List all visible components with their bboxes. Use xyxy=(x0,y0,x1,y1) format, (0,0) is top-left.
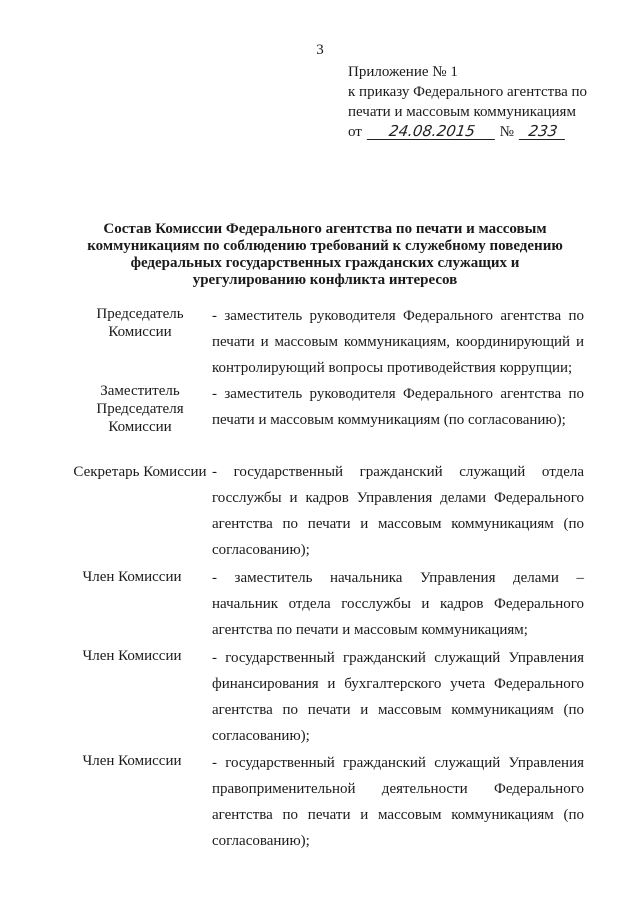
appendix-header xyxy=(348,62,618,142)
appendix-line-1: Приложение № 1 xyxy=(348,64,458,80)
number-label: № xyxy=(499,124,514,140)
appendix-line-3: печати и массовым коммуникациям xyxy=(348,104,576,120)
appendix-line-2: к приказу Федерального агентства по xyxy=(348,84,588,100)
member-description: - заместитель руководителя Федерального агентства по печати и массовым коммуникациям, координирующий и контролирующий вопросы противодействия коррупции; xyxy=(212,308,584,376)
member-description: - заместитель начальника Управления делами – начальник отдела госслужбы и кадров Федерального агентства по печати и массовым коммуникациям; xyxy=(212,570,584,638)
member-role: Член Комиссии xyxy=(82,753,182,769)
member-description: - государственный гражданский служащий отдела госслужбы и кадров Управления делами Федерального агентства по печати и массовым коммуникациям (по согласованию); xyxy=(212,464,584,558)
handwritten-date: 24.08.2015 xyxy=(367,123,497,140)
member-description: - государственный гражданский служащий Управления правоприменительной деятельности Федерального агентства по печати и массовым коммуникациям (по согласованию); xyxy=(212,755,584,849)
document-title: Состав Комиссии Федерального агентства по печати и массовым коммуникациям по соблюдению требований к служебному поведению федеральных государственных гражданских служащих и урегулированию конфликта интересов xyxy=(87,221,563,288)
member-role: Член Комиссии xyxy=(82,569,182,585)
handwritten-number: 233 xyxy=(519,123,567,140)
member-role: Член Комиссии xyxy=(82,648,182,664)
member-role: Секретарь Комиссии xyxy=(73,464,207,480)
member-role: Председатель Комиссии xyxy=(96,306,184,340)
page-number: 3 xyxy=(316,42,324,58)
member-role: Заместитель Председателя Комиссии xyxy=(96,383,184,435)
member-description: - государственный гражданский служащий Управления финансирования и бухгалтерского учета Федерального агентства по печати и массовым коммуникациям (по согласованию); xyxy=(212,650,584,744)
appendix-date-number-row xyxy=(348,122,618,142)
member-description: - заместитель руководителя Федерального агентства по печати и массовым коммуникациям (по согласованию); xyxy=(212,386,584,428)
from-label: от xyxy=(348,124,362,140)
